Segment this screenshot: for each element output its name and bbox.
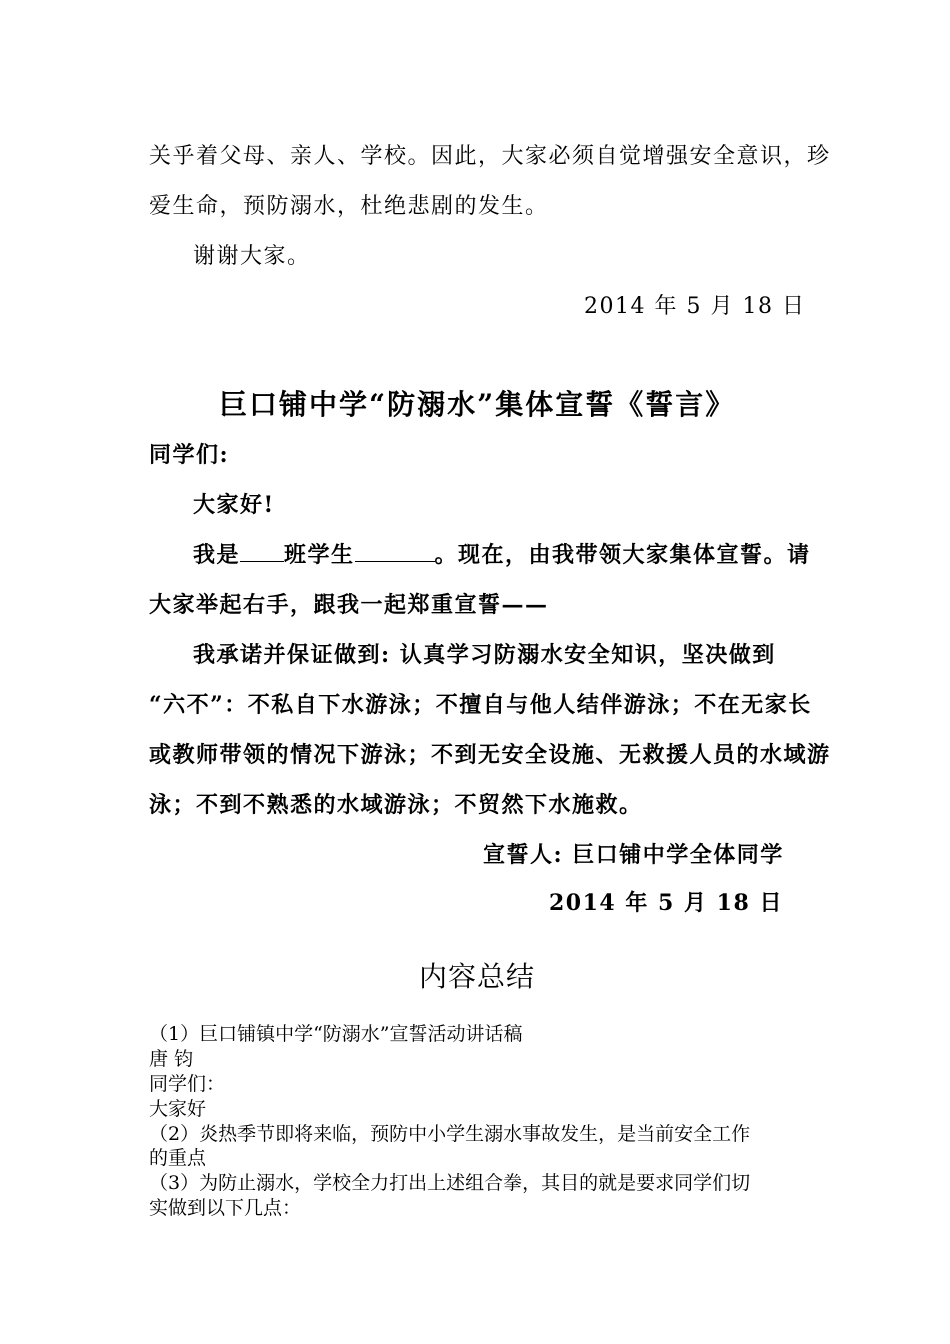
summary-line-4: 大家好 <box>149 1098 207 1120</box>
speech-line-1: 关乎着父母、亲人、学校。因此，大家必须自觉增强安全意识，珍 <box>149 144 831 169</box>
pledge-salutation: 同学们: <box>149 442 230 468</box>
pledge-intro <box>193 538 811 569</box>
summary-line-3: 同学们： <box>149 1073 226 1095</box>
pledge-intro-line-2: 大家举起右手，跟我一起郑重宣誓—— <box>149 592 549 618</box>
pledge-promise-line-2: “六不”：不私自下水游泳；不擅自与他人结伴游泳；不在无家长 <box>149 692 812 718</box>
class-blank <box>240 560 284 562</box>
pledge-promise-line-4: 泳；不到不熟悉的水域游泳；不贸然下水施救。 <box>149 792 643 818</box>
pledge-promise-line-3: 或教师带领的情况下游泳；不到无安全设施、无救援人员的水域游 <box>149 742 831 768</box>
pledge-title: 巨口铺中学“防溺水”集体宣誓《誓言》 <box>219 388 736 421</box>
pledge-promise-line-1: 我承诺并保证做到: 认真学习防溺水安全知识，坚决做到 <box>193 642 776 668</box>
pledge-intro-part2: 班学生 <box>284 542 355 568</box>
pledge-intro-part1: 我是 <box>193 542 241 568</box>
speech-thanks: 谢谢大家。 <box>193 244 311 269</box>
summary-line-6: 的重点 <box>149 1147 207 1169</box>
summary-line-5: （2）炎热季节即将来临，预防中小学生溺水事故发生，是当前安全工作 <box>149 1123 751 1145</box>
summary-line-8: 实做到以下几点： <box>149 1197 302 1219</box>
speech-line-2: 爱生命，预防溺水，杜绝悲剧的发生。 <box>149 194 549 219</box>
pledge-intro-part3: 。现在，由我带领大家集体宣誓。请 <box>434 542 811 568</box>
pledge-date: 2014 年 5 月 18 日 <box>549 890 783 916</box>
summary-line-7: （3）为防止溺水，学校全力打出上述组合拳，其目的就是要求同学们切 <box>149 1172 751 1194</box>
summary-line-1: （1）巨口铺镇中学“防溺水”宣誓活动讲话稿 <box>149 1023 523 1045</box>
summary-heading: 内容总结 <box>419 960 536 993</box>
summary-line-2: 唐 钧 <box>149 1048 194 1070</box>
pledge-signatory: 宣誓人: 巨口铺中学全体同学 <box>483 842 784 868</box>
speech-date: 2014 年 5 月 18 日 <box>584 294 806 319</box>
pledge-greeting: 大家好! <box>193 492 275 518</box>
name-blank <box>355 560 435 562</box>
